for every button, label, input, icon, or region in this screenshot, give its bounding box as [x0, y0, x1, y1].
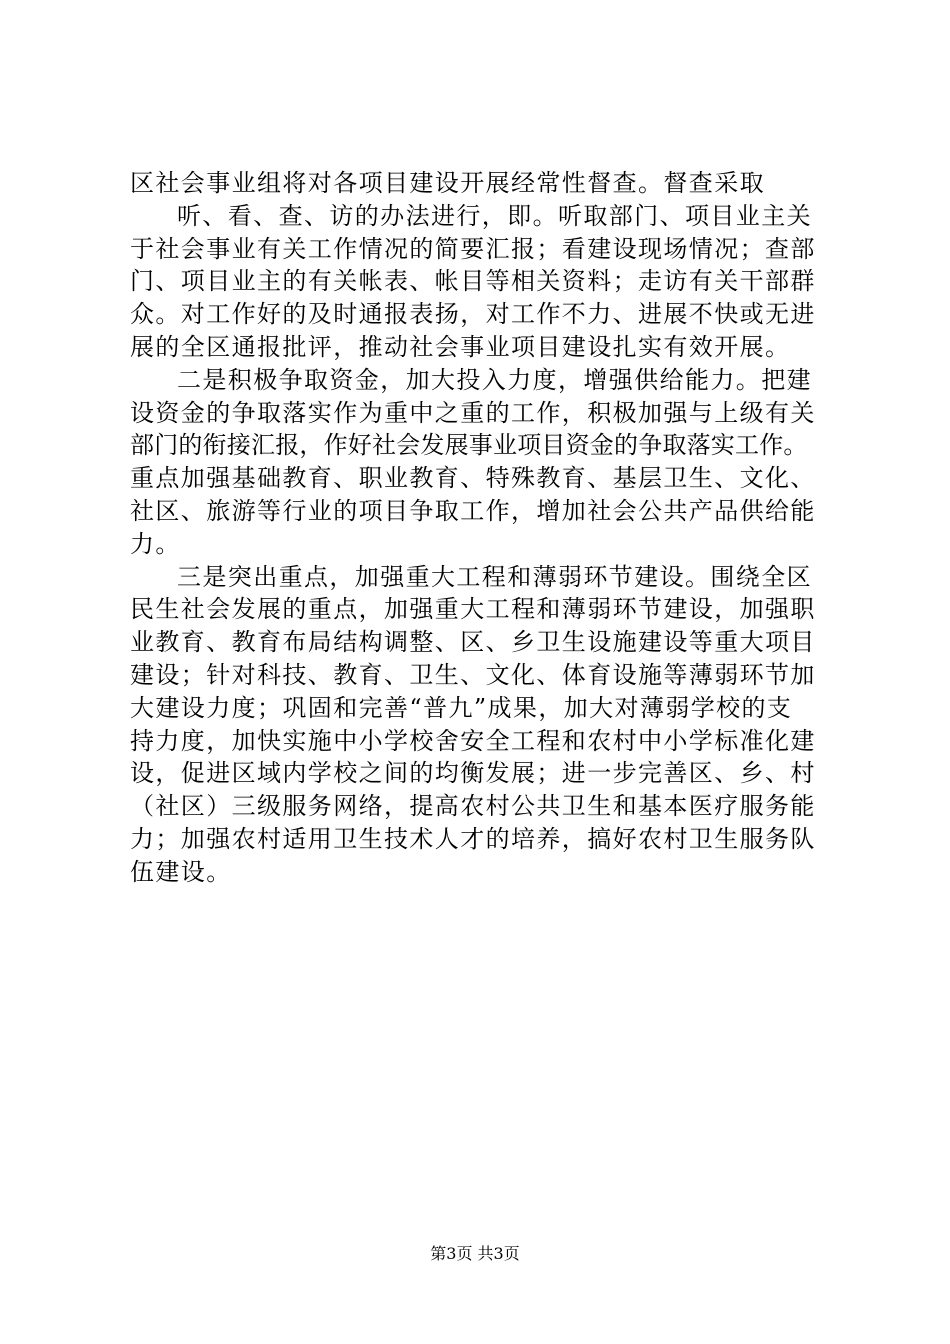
text-line: 建设；针对科技、教育、卫生、文化、体育设施等薄弱环节加: [130, 660, 816, 689]
text-line: 伍建设。: [130, 857, 232, 886]
text-line: 门、项目业主的有关帐表、帐目等相关资料；走访有关干部群: [130, 267, 816, 296]
text-line: 部门的衔接汇报，作好社会发展事业项目资金的争取落实工作。: [130, 431, 808, 460]
text-line: 区社会事业组将对各项目建设开展经常性督查。督查采取: [130, 169, 765, 197]
text-line: 重点加强基础教育、职业教育、特殊教育、基层卫生、文化、: [130, 464, 816, 493]
text-line: 设，促进区域内学校之间的均衡发展；进一步完善区、乡、村: [130, 759, 816, 788]
text-line: 持力度，加快实施中小学校舍安全工程和农村中小学标准化建: [130, 726, 816, 755]
text-line: 大建设力度；巩固和完善“普九”成果，加大对薄弱学校的支: [130, 693, 793, 722]
text-line: 于社会事业有关工作情况的简要汇报；看建设现场情况；查部: [130, 234, 816, 263]
text-line: 展的全区通报批评，推动社会事业项目建设扎实有效开展。: [130, 332, 791, 361]
document-body: [130, 167, 842, 889]
text-line: 听、看、查、访的办法进行，即。听取部门、项目业主关: [177, 201, 812, 230]
text-line: 力。: [130, 529, 181, 558]
text-line: 力；加强农村适用卫生技术人才的培养，搞好农村卫生服务队: [130, 824, 816, 853]
text-line: 民生社会发展的重点，加强重大工程和薄弱环节建设，加强职: [130, 595, 816, 624]
text-line: 众。对工作好的及时通报表扬，对工作不力、进展不快或无进: [130, 300, 816, 329]
text-line: 设资金的争取落实作为重中之重的工作，积极加强与上级有关: [130, 398, 816, 427]
text-line: （社区）三级服务网络，提高农村公共卫生和基本医疗服务能: [130, 792, 816, 821]
page-number-footer: 第3页 共3页: [430, 1244, 520, 1263]
text-line: 业教育、教育布局结构调整、区、乡卫生设施建设等重大项目: [130, 628, 816, 657]
text-line: 社区、旅游等行业的项目争取工作，增加社会公共产品供给能: [130, 496, 816, 525]
text-line: 二是积极争取资金，加大投入力度，增强供给能力。把建: [177, 365, 812, 394]
text-line: 三是突出重点，加强重大工程和薄弱环节建设。围绕全区: [177, 562, 812, 591]
